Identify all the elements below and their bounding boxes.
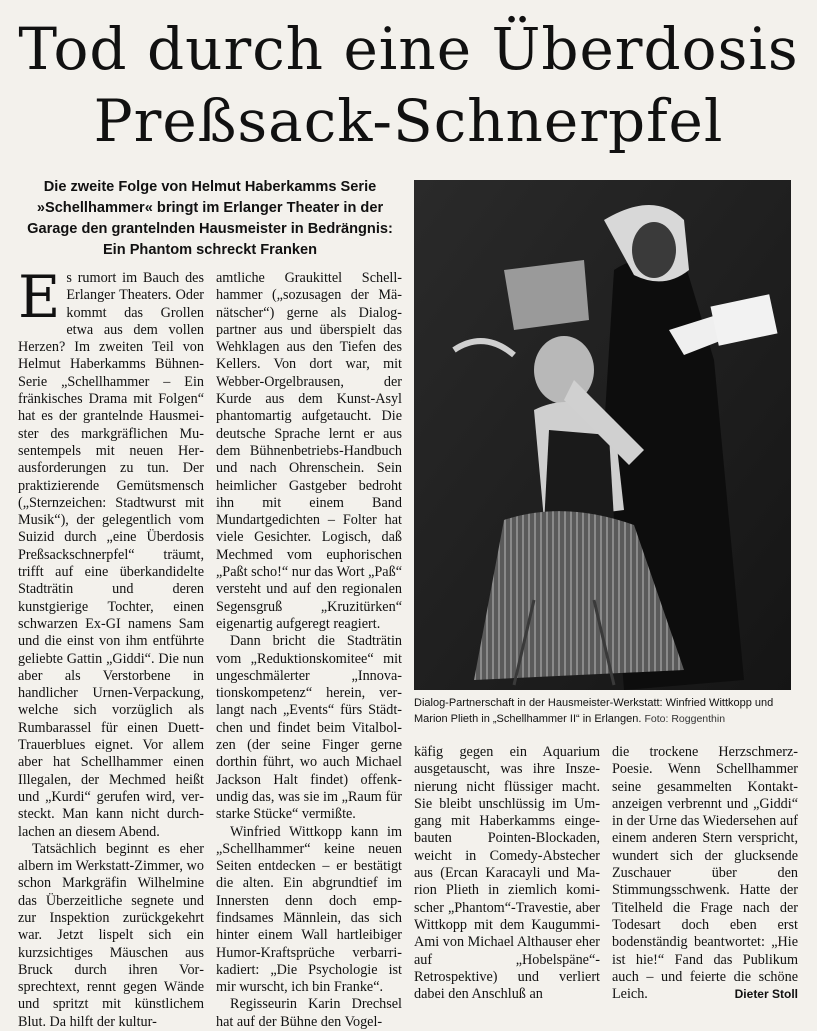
- article-paragraph: Tatsächlich beginnt es eher albern im Werkstatt-Zimmer, wo schon Markgräfin Wilhelmine das Überzeitliche segnete und zur Inspektion zurückgekehrt war. Jetzt lispelt sich ein kurzsichtiges Mäuschen aus Bruck durch ihren Vorsprechtext, rennt gegen Wände und spritzt mit künstlichem Blut. Da hilft der kultur-: [18, 840, 204, 1030]
- article-paragraph: Dann bricht die Stadträtin vom „Reduktionskomitee“ mit ungeschmälerter „Innovationskompetenz“ herein, verlangt nach „Events“ fürs Städtchen und findet beim Vitalbolzen (der seine Finger gerne dorthin führt, wo auch Michael Jackson Halt findet) offenkundig das, was sie im „Raum für starke Stücke“ vermißte.: [216, 633, 402, 823]
- headline-line-1: Tod durch eine Überdosis: [18, 15, 799, 83]
- photo-credit: Foto: Roggenthin: [644, 713, 726, 725]
- stage-photo-illustration: [414, 180, 791, 690]
- article-column-3: [414, 744, 600, 1003]
- article-text: die trockene Herzschmerz-Poesie. Wenn Schellhammer seine gesammelten Kontaktanzeigen verbrennt und „Giddi“ in der Urne das Wiedersehen auf einem anderen Stern verspricht, wundert sich der glucksende Zuschauer über den Stimmungsschwenk. Hatte der Titelheld die Frage nach der Todesart doch eben erst bodenständig beantwortet: „Hie ist hie!“ Fand das Publikum auch – und feierte die schöne Leich.: [612, 744, 798, 1003]
- article-paragraph: amtliche Graukittel Schellhammer („sozusagen der Mänätscher“) gerne als Dialogpartner aus und überspielt das Wehklagen aus den Tiefen des Kellers. Von dort war, mit Webber-Orgelbrausen, der Kurde aus dem Kunst-Asyl phantomartig aufgetaucht. Die deutsche Sprache lernt er aus dem Bühnenbetriebs-Handbuch und nach Ohrenschein. Sein heimlicher Gastgeber bedroht ihn mit einem Band Mundartgedichten – Folter hat viele Gesichter. Logisch, daß Mechmed vom euphorischen „Paßt scho!“ nur das Wort „Paß“ versteht und auf den regionalen Segensgruß „Kruzitürken“ eigenartig aufgeregt reagiert.: [216, 270, 402, 632]
- caption-text: Dialog-Partnerschaft in der Hausmeister-Werkstatt: Winfried Wittkopp und Marion Plieth in „Schellhammer II“ in Erlangen.: [414, 697, 774, 725]
- article-paragraph: käfig gegen ein Aquarium ausgetauscht, was ihre Inszenierung nicht flüssiger macht. Sie bleibt unschlüssig im Umgang mit Haberkamms eingebauten Pointen-Blockaden, weicht in Comedy-Abstecher aus (Ercan Karacayli und Marion Plieth in ziemlich komischer „Phantom“-Travestie, aber Wittkopp mit dem Kaugummi-Ami von Michael Althauser eher auf „Hobelspäne“-Retrospektive) und verliert dabei den Anschluß an: [414, 744, 600, 1003]
- article-column-4: [612, 744, 798, 1003]
- article-paragraph: [18, 263, 204, 841]
- author-byline: Dieter Stoll: [734, 987, 798, 1002]
- article-photo: [414, 180, 791, 690]
- drop-cap: E: [18, 263, 61, 331]
- article-text: s rumort im Bauch des Erlanger Theaters. Oder kommt das Grollen etwa aus dem vollen Herzen? Im zweiten Teil von Helmut Haberkamms Bühnen-Serie „Schellhammer – Ein fränkisches Drama mit Folgen“ hat es der grantelnde Hausmeister des markgräflichen Musentempels mit neuen Herausforderungen zu tun. Der praktizierende Gemütsmensch („Sternzeichen: Stadtwurst mit Musik“), der gelegentlich vom Suizid durch „eine Überdosis Preßsackschnerpfel“ träumt, trifft auf eine überkandidelte Stadträtin und deren kunstgierige Tochter, einen schwarzen Ex-GI namens Sam und die einst von ihm entführte geliebte Gattin „Giddi“. Die nun aber als Verstorbene in handlicher Urnen-Verpackung, welche sich vorzüglich als Rumbarassel für einen Duett-Trauerblues eignet. Vor allem aber hat Schellhammer einen Illegalen, der Mechmed heißt und „Kurdi“ gerufen wird, versteckt. Man kann nicht durchlachen an diesem Abend.: [18, 270, 204, 840]
- article-paragraph: Winfried Wittkopp kann im „Schellhammer“ keine neuen Seiten entdecken – er bestätigt die alten. Ein abgrundtief im Innersten denn doch empfindsames Männlein, das sich hinter einem Wall hartleibiger Humor-Kraftsprüche verbarrikadiert: „Die Psychologie ist mir wurscht, ich bin Franke“.: [216, 823, 402, 996]
- subheadline: Die zweite Folge von Helmut Haberkamms Serie »Schellhammer« bringt im Erlanger Theater in der Garage den grantelnden Hausmeister in Bedrängnis: Ein Phantom schreckt Franken: [27, 179, 393, 258]
- headline-line-2: Preßsack-Schnerpfel: [93, 87, 724, 155]
- photo-caption: [414, 695, 804, 727]
- article-paragraph: Regisseurin Karin Drechsel hat auf der Bühne den Vogel-: [216, 996, 402, 1030]
- article-column-1: [18, 263, 204, 1030]
- article-paragraph: [612, 744, 798, 1003]
- article-column-2: [216, 270, 402, 1030]
